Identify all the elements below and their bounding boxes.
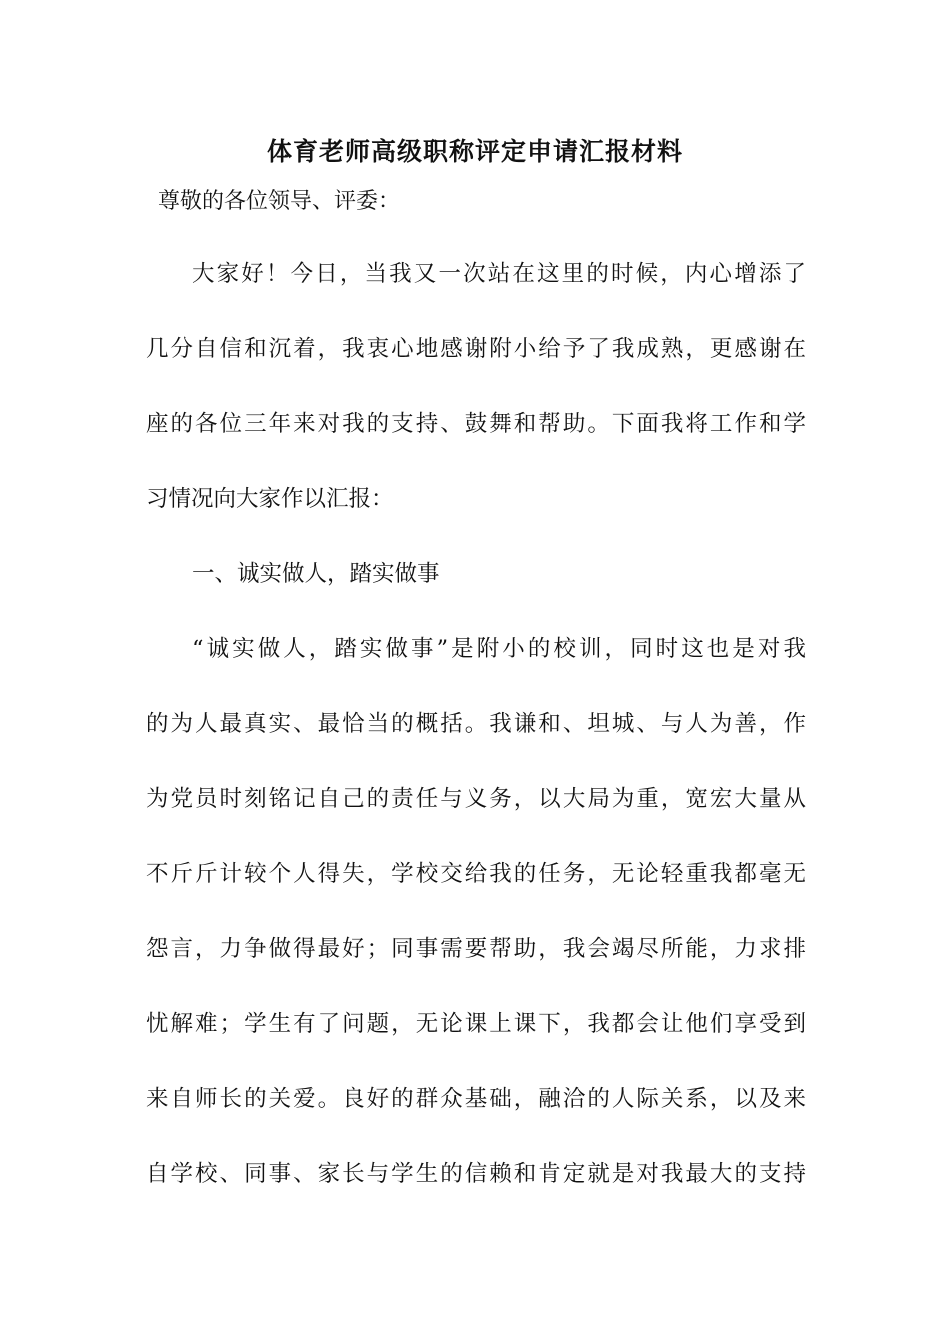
salutation: 尊敬的各位领导、评委： (158, 189, 401, 214)
document-title: 体育老师高级职称评定申请汇报材料 (266, 137, 683, 166)
section-heading: 一、诚实做人，踏实做事 (192, 561, 440, 587)
paragraph-line: 习情况向大家作以汇报： (146, 486, 394, 512)
paragraph-line: 几分自信和沉着，我衷心地感谢附小给予了我成熟，更感谢在 (146, 336, 806, 362)
paragraph-line: 自学校、同事、家长与学生的信赖和肯定就是对我最大的支持 (146, 1161, 806, 1187)
paragraph-line: 不斤斤计较个人得失，学校交给我的任务，无论轻重我都毫无 (146, 861, 806, 887)
paragraph-line: 怨言，力争做得最好；同事需要帮助，我会竭尽所能，力求排 (146, 936, 806, 962)
paragraph-line: 的为人最真实、最恰当的概括。我谦和、坦城、与人为善，作 (146, 711, 806, 737)
paragraph-line: 大家好！今日，当我又一次站在这里的时候，内心增添了 (192, 261, 806, 287)
paragraph-line: “诚实做人，踏实做事”是附小的校训，同时这也是对我 (192, 636, 806, 662)
paragraph-line: 为党员时刻铭记自己的责任与义务，以大局为重，宽宏大量从 (146, 786, 806, 812)
paragraph-line: 座的各位三年来对我的支持、鼓舞和帮助。下面我将工作和学 (146, 411, 806, 437)
paragraph-line: 忧解难；学生有了问题，无论课上课下，我都会让他们享受到 (146, 1011, 806, 1037)
paragraph-line: 来自师长的关爱。良好的群众基础，融洽的人际关系，以及来 (146, 1086, 806, 1112)
